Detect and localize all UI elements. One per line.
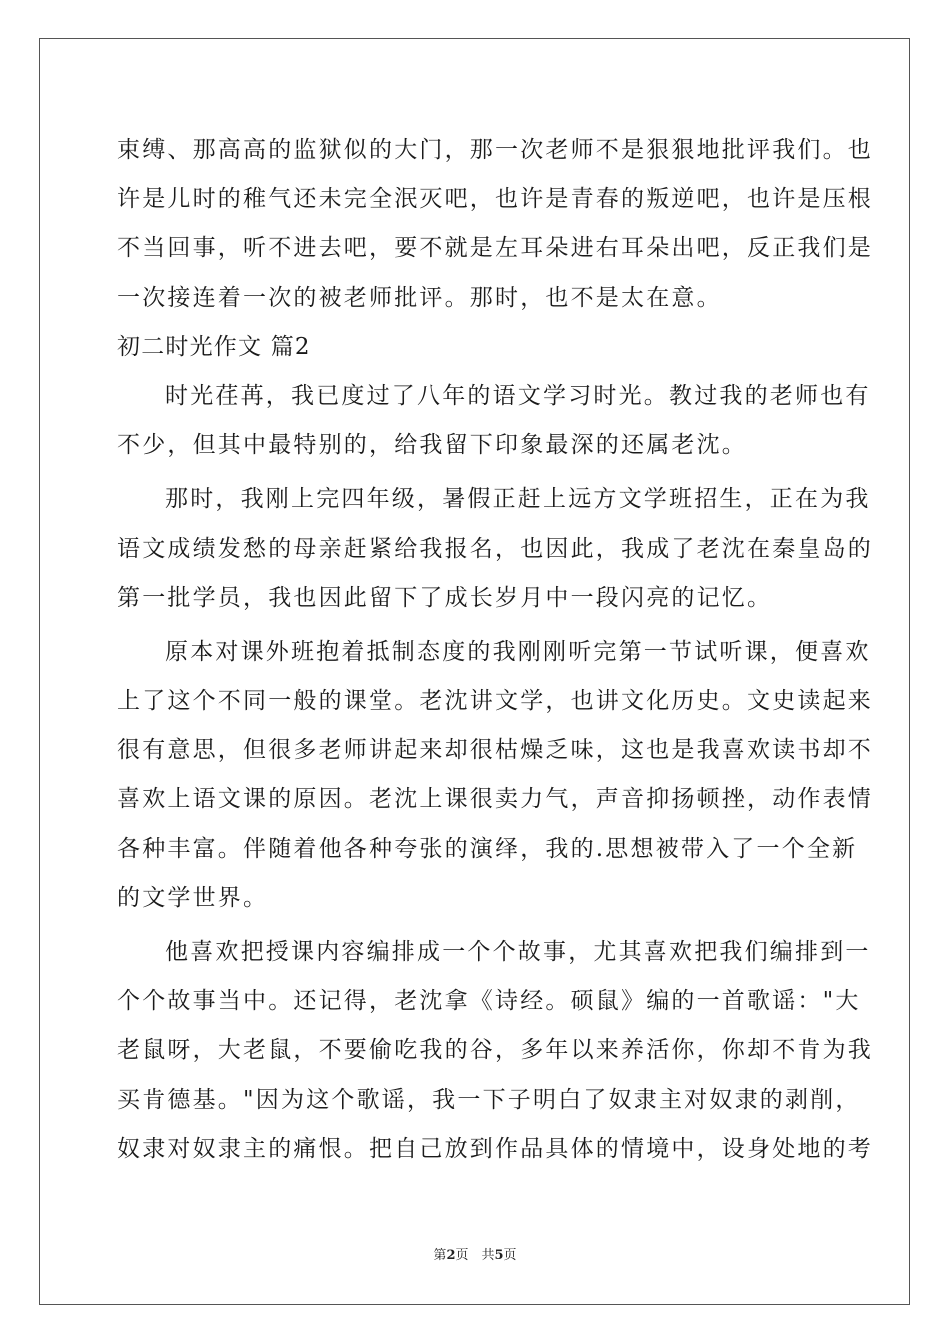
text-line: 许是儿时的稚气还未完全泯灭吧，也许是青春的叛逆吧，也许是压根 xyxy=(117,186,873,213)
text-line: 买肯德基。"因为这个歌谣，我一下子明白了奴隶主对奴隶的剥削， xyxy=(117,1086,861,1113)
text-line: 老鼠呀，大老鼠，不要偷吃我的谷，多年以来养活你，你却不肯为我 xyxy=(117,1037,873,1064)
paragraph-first-line: 他喜欢把授课内容编排成一个个故事，尤其喜欢把我们编排到一 xyxy=(165,939,871,965)
page-prefix: 第 xyxy=(433,1248,447,1263)
text-line: 语文成绩发愁的母亲赶紧给我报名，也因此，我成了老沈在秦皇岛的 xyxy=(117,535,873,562)
text-line: 各种丰富。伴随着他各种夸张的演绎，我的.思想被带入了一个全新 xyxy=(117,835,858,862)
page-suffix: 页 xyxy=(503,1248,517,1263)
text-line: 上了这个不同一般的课堂。老沈讲文学，也讲文化历史。文史读起来 xyxy=(117,688,873,715)
text-line: 不少，但其中最特别的，给我留下印象最深的还属老沈。 xyxy=(117,432,747,459)
text-line: 一次接连着一次的被老师批评。那时，也不是太在意。 xyxy=(117,284,722,311)
page-total: 5 xyxy=(494,1248,504,1263)
text-line: 不当回事，听不进去吧，要不就是左耳朵进右耳朵出吧，反正我们是 xyxy=(117,235,873,262)
section-heading: 初二时光作文 篇2 xyxy=(117,333,311,360)
text-line: 个个故事当中。还记得，老沈拿《诗经。硕鼠》编的一首歌谣："大 xyxy=(117,988,861,1015)
text-line: 第一批学员，我也因此留下了成长岁月中一段闪亮的记忆。 xyxy=(117,584,773,611)
page-current: 2 xyxy=(446,1248,456,1263)
paragraph-first-line: 原本对课外班抱着抵制态度的我刚刚听完第一节试听课，便喜欢 xyxy=(165,638,871,665)
text-line: 很有意思，但很多老师讲起来却很枯燥乏味，这也是我喜欢读书却不 xyxy=(117,737,873,764)
text-line: 束缚、那高高的监狱似的大门，那一次老师不是狠狠地批评我们。也 xyxy=(117,137,873,163)
paragraph-first-line: 时光荏苒，我已度过了八年的语文学习时光。教过我的老师也有 xyxy=(165,382,871,409)
text-line: 奴隶对奴隶主的痛恨。把自己放到作品具体的情境中，设身处地的考 xyxy=(117,1135,873,1162)
page-number xyxy=(0,1244,950,1263)
text-line: 的文学世界。 xyxy=(117,884,269,911)
document-body xyxy=(117,126,873,1174)
page-mid: 页 共 xyxy=(455,1248,495,1263)
text-line: 喜欢上语文课的原因。老沈上课很卖力气，声音抑扬顿挫，动作表情 xyxy=(117,786,873,813)
paragraph-first-line: 那时，我刚上完四年级，暑假正赶上远方文学班招生，正在为我 xyxy=(165,486,871,513)
